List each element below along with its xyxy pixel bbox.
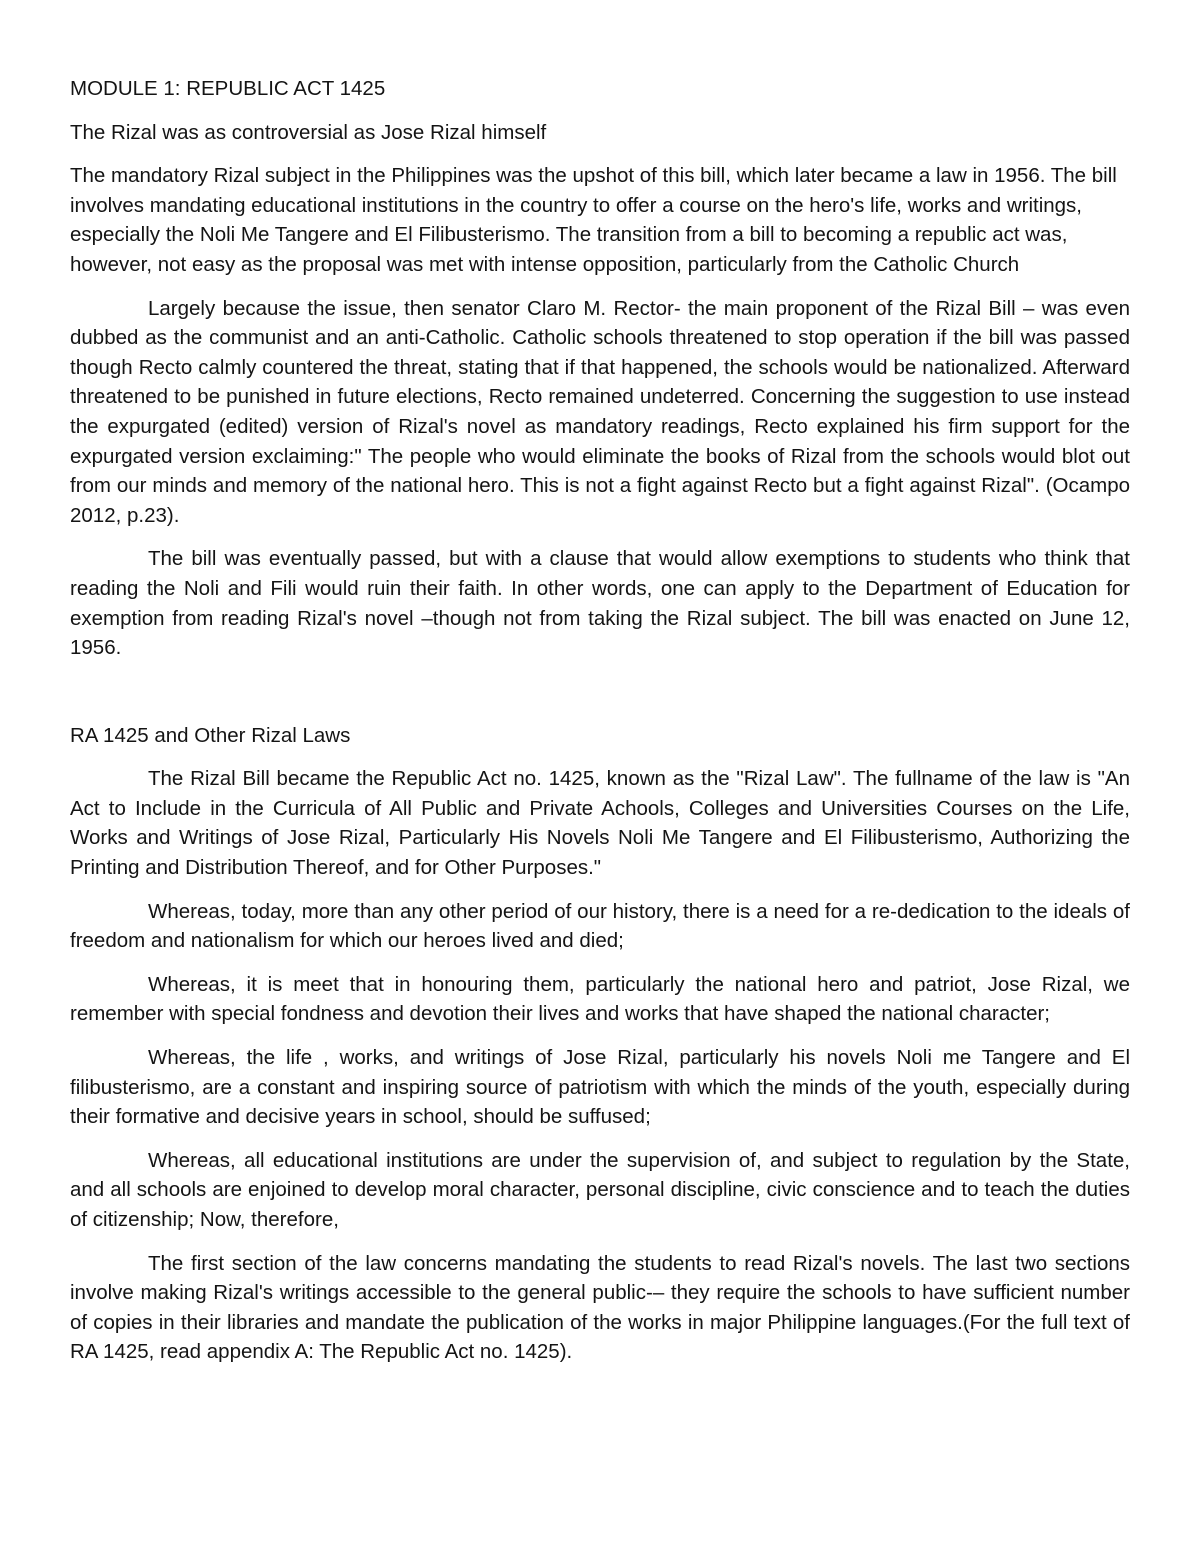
whereas-paragraph-1: Whereas, today, more than any other period of our history, there is a need for a re-dedication to the ideals of freedom and nationalism for which our heroes lived and died; (70, 899, 1130, 953)
whereas-paragraph-4: Whereas, all educational institutions are under the supervision of, and subject to regulation by the State, and all schools are enjoined to develop moral character, personal discipline, civic conscience and to teach the duties of citizenship; Now, therefore, (70, 1148, 1130, 1231)
sections-paragraph: The first section of the law concerns mandating the students to read Rizal's novels. The last two sections involve making Rizal's writings accessible to the general public-– they require the schools to have sufficient number of copies in their libraries and mandate the publication of the works in major Philippine languages.(For the full text of RA 1425, read appendix A: The Republic Act no. 1425). (70, 1251, 1130, 1364)
module-title: MODULE 1: REPUBLIC ACT 1425 (70, 77, 386, 100)
whereas-paragraph-2: Whereas, it is meet that in honouring them, particularly the national hero and patriot, Jose Rizal, we remember with special fondness and devotion their lives and works that have shaped the national character; (70, 972, 1130, 1026)
section-title: RA 1425 and Other Rizal Laws (70, 723, 351, 747)
fullname-paragraph: The Rizal Bill became the Republic Act no. 1425, known as the "Rizal Law". The fullname of the law is "An Act to Include in the Curricula of All Public and Private Achools, Colleges and Universities Courses on the Life, Works and Writings of Jose Rizal, Particularly His Novels Noli Me Tangere and El Filibusterismo, Authorizing the Printing and Distribution Thereof, and for Other Purposes." (70, 767, 1130, 880)
bill-passed-paragraph: The bill was eventually passed, but with a clause that would allow exemptions to students who think that reading the Noli and Fili would ruin their faith. In other words, one can apply to the Department of Education for exemption from reading Rizal's novel –though not from taking the Rizal subject. The bill was enacted on June 12, 1956. (70, 547, 1130, 660)
document-page (70, 74, 1130, 1381)
recto-paragraph: Largely because the issue, then senator Claro M. Rector- the main proponent of the Rizal Bill – was even dubbed as the communist and an anti-Catholic. Catholic schools threatened to stop operation if the bill was passed though Recto calmly countered the threat, stating that if that happened, the schools would be nationalized. Afterward threatened to be punished in future elections, Recto remained undeterred. Concerning the suggestion to use instead the expurgated (edited) version of Rizal's novel as mandatory readings, Recto explained his firm support for the expurgated version exclaiming:" The people who would eliminate the books of Rizal from the schools would blot out from our minds and memory of the national hero. This is not a fight against Recto but a fight against Rizal". (Ocampo 2012, p.23). (70, 296, 1130, 527)
whereas-paragraph-3: Whereas, the life , works, and writings of Jose Rizal, particularly his novels Noli me Tangere and El filibusterismo, are a constant and inspiring source of patriotism with which the minds of the youth, especially during their formative and decisive years in school, should be suffused; (70, 1046, 1130, 1129)
intro-paragraph: The mandatory Rizal subject in the Philippines was the upshot of this bill, which later became a law in 1956. The bill involves mandating educational institutions in the country to offer a course on the hero's life, works and writings, especially the Noli Me Tangere and El Filibusterismo. The transition from a bill to becoming a republic act was, however, not easy as the proposal was met with intense opposition, particularly from the Catholic Church (70, 164, 1117, 276)
section-spacer (70, 677, 1130, 721)
document-subtitle: The Rizal was as controversial as Jose Rizal himself (70, 120, 547, 144)
